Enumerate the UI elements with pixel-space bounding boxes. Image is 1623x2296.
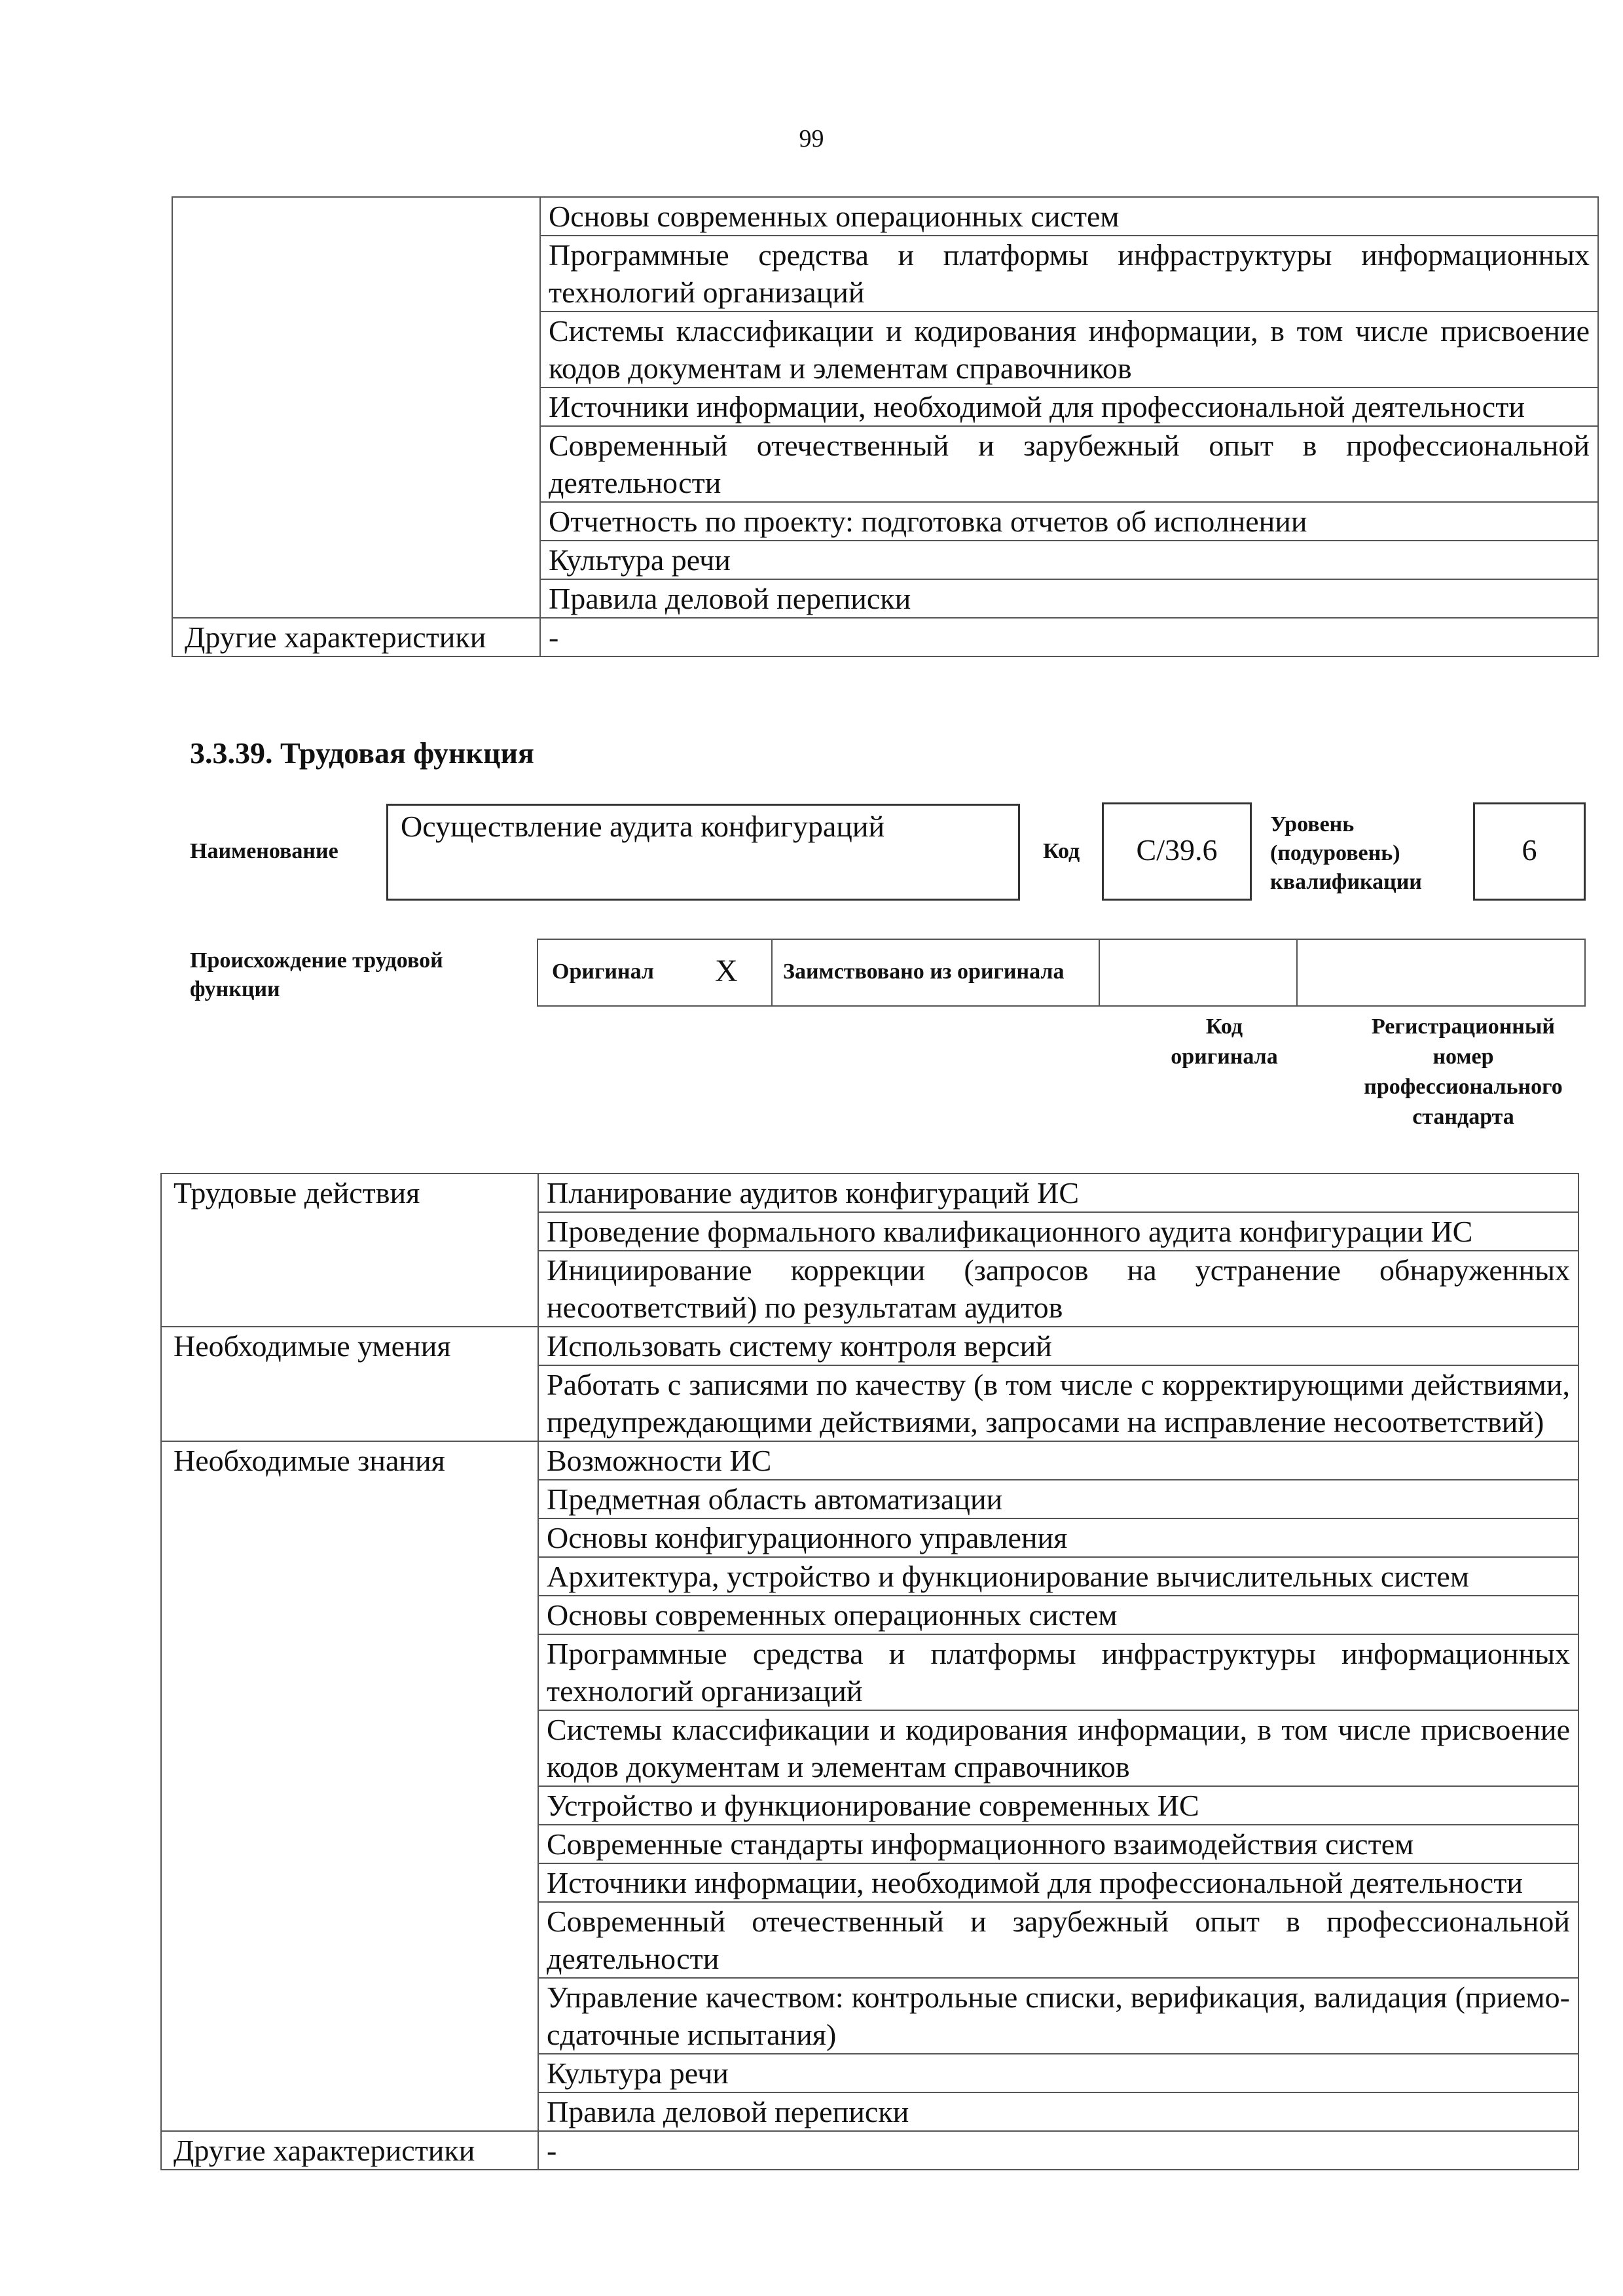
- level-label-line: Уровень: [1270, 812, 1355, 836]
- original-label: Оригинал: [552, 960, 654, 984]
- level-label: [1270, 810, 1422, 897]
- origin-code-cell: [1100, 940, 1298, 1005]
- knowledge-item: Современный отечественный и зарубежный опыт в профессиональной деятельности: [540, 426, 1598, 502]
- original-mark: X: [715, 954, 738, 988]
- knowledge-item: Правила деловой переписки: [540, 579, 1598, 618]
- name-label: Наименование: [190, 839, 338, 863]
- empty-label-cell: [172, 197, 540, 618]
- origin-label-line: функции: [190, 977, 280, 1001]
- knowledge-table-continued: [172, 196, 1599, 657]
- knowledge-item: Архитектура, устройство и функционирование вычислительных систем: [538, 1557, 1578, 1596]
- knowledge-item: Источники информации, необходимой для профессиональной деятельности: [538, 1863, 1578, 1902]
- labor-action-item: Планирование аудитов конфигураций ИС: [538, 1174, 1578, 1212]
- knowledge-item: Системы классификации и кодирования информации, в том числе присвоение кодов документам и элементам справочников: [540, 312, 1598, 387]
- knowledge-item: Культура речи: [538, 2054, 1578, 2092]
- caption-line: стандарта: [1412, 1105, 1514, 1129]
- knowledge-item: Современный отечественный и зарубежный опыт в профессиональной деятельности: [538, 1902, 1578, 1978]
- origin-label: [190, 946, 443, 1004]
- knowledge-item: Предметная область автоматизации: [538, 1480, 1578, 1518]
- code-label: Код: [1043, 839, 1080, 863]
- required-skills-label: Необходимые умения: [161, 1327, 538, 1441]
- caption-line: номер: [1432, 1045, 1494, 1069]
- borrowed-label: Заимствовано из оригинала: [783, 960, 1065, 984]
- labor-function-table: [160, 1173, 1579, 2170]
- knowledge-item: Системы классификации и кодирования информации, в том числе присвоение кодов документам и элементам справочников: [538, 1710, 1578, 1786]
- labor-action-item: Инициирование коррекции (запросов на устранение обнаруженных несоответствий) по результатам аудитов: [538, 1251, 1578, 1327]
- knowledge-item: Источники информации, необходимой для профессиональной деятельности: [540, 387, 1598, 426]
- function-name-value: Осуществление аудита конфигураций: [401, 810, 885, 843]
- labor-actions-label: Трудовые действия: [161, 1174, 538, 1327]
- caption-line: оригинала: [1171, 1045, 1278, 1069]
- origin-label-line: Происхождение трудовой: [190, 948, 443, 973]
- knowledge-item: Программные средства и платформы инфраструктуры информационных технологий организаций: [540, 236, 1598, 312]
- knowledge-item: Современные стандарты информационного взаимодействия систем: [538, 1825, 1578, 1863]
- knowledge-item: Отчетность по проекту: подготовка отчетов об исполнении: [540, 502, 1598, 541]
- registration-number-cell: [1298, 940, 1586, 1005]
- knowledge-item: Основы современных операционных систем: [538, 1596, 1578, 1634]
- skill-item: Работать с записями по качеству (в том числе с корректирующими действиями, предупреждающими действиями, запросами на исправление несоответствий): [538, 1365, 1578, 1441]
- other-characteristics-label: Другие характеристики: [172, 618, 540, 656]
- knowledge-item: Возможности ИС: [538, 1441, 1578, 1480]
- skill-item: Использовать систему контроля версий: [538, 1327, 1578, 1365]
- knowledge-item: Основы современных операционных систем: [540, 197, 1598, 236]
- other-characteristics-value: -: [540, 618, 1598, 656]
- code-value: C/39.6: [1136, 833, 1218, 867]
- level-value: 6: [1522, 833, 1537, 867]
- knowledge-item: Устройство и функционирование современных ИС: [538, 1786, 1578, 1825]
- knowledge-item: Правила деловой переписки: [538, 2092, 1578, 2131]
- labor-action-item: Проведение формального квалификационного аудита конфигурации ИС: [538, 1212, 1578, 1251]
- knowledge-item: Культура речи: [540, 541, 1598, 579]
- knowledge-item: Основы конфигурационного управления: [538, 1518, 1578, 1557]
- page-number: 99: [799, 125, 824, 152]
- other-characteristics-value: -: [538, 2131, 1578, 2170]
- knowledge-item: Управление качеством: контрольные списки, верификация, валидация (приемо-сдаточные испытания): [538, 1978, 1578, 2054]
- other-characteristics-label: Другие характеристики: [161, 2131, 538, 2170]
- registration-number-caption: [1332, 1012, 1594, 1132]
- section-title: 3.3.39. Трудовая функция: [190, 736, 534, 770]
- required-knowledge-label: Необходимые знания: [161, 1441, 538, 2131]
- caption-line: профессионального: [1364, 1075, 1563, 1099]
- level-label-line: (подуровень): [1270, 841, 1400, 865]
- caption-line: Регистрационный: [1371, 1014, 1556, 1039]
- level-label-line: квалификации: [1270, 870, 1422, 894]
- origin-code-caption: [1139, 1012, 1309, 1072]
- knowledge-item: Программные средства и платформы инфраструктуры информационных технологий организаций: [538, 1634, 1578, 1710]
- caption-line: Код: [1205, 1014, 1243, 1039]
